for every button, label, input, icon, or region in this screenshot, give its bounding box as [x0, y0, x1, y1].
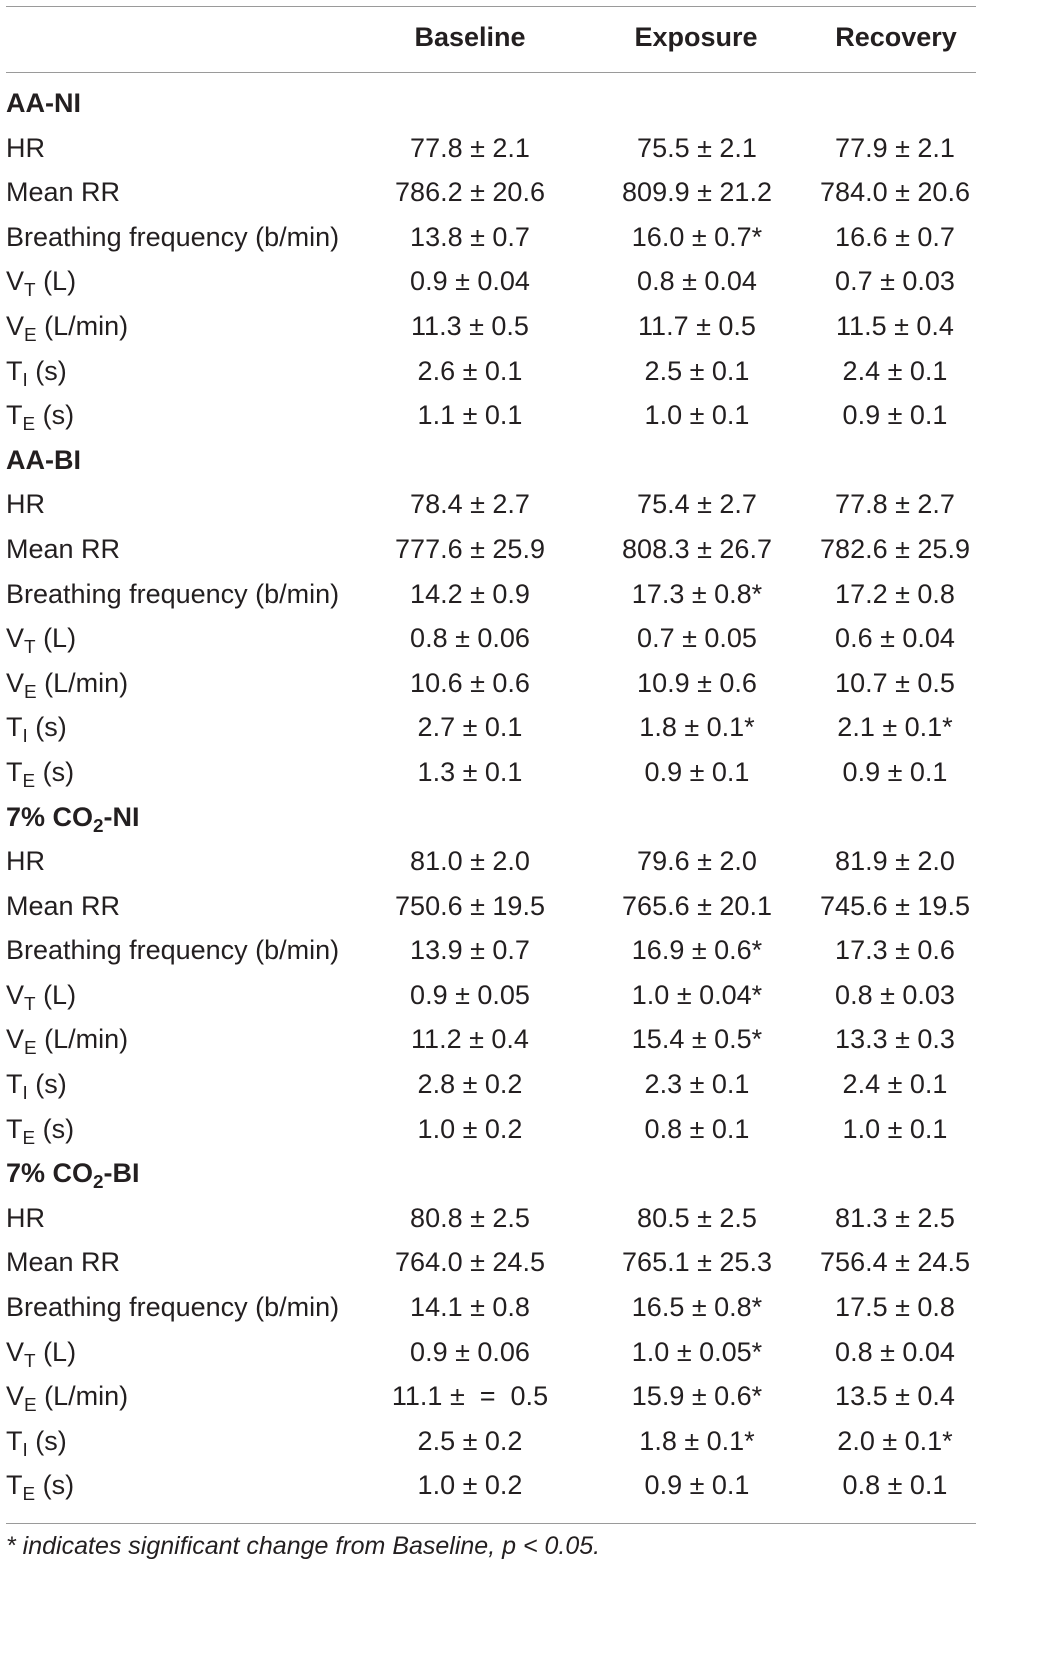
label-text: Mean RR: [6, 533, 121, 564]
recovery-cell: 13.3 ± 0.3: [835, 1024, 955, 1055]
table-row: [0, 573, 1040, 618]
exposure-cell: 809.9 ± 21.2: [622, 177, 772, 208]
label-text: HR: [6, 846, 45, 877]
table-row: [0, 1420, 1040, 1465]
table-row: [0, 1018, 1040, 1063]
recovery-cell: 16.6 ± 0.7: [835, 221, 955, 252]
label-suffix: (L): [35, 979, 77, 1010]
row-label: [6, 355, 67, 391]
recovery-cell: 0.8 ± 0.1: [842, 1470, 948, 1501]
label-text: V: [6, 1024, 25, 1055]
table-row: [0, 1286, 1040, 1331]
row-label: [6, 1470, 75, 1506]
label-text: AA-BI: [6, 444, 81, 475]
baseline-cell: 0.8 ± 0.06: [410, 623, 530, 654]
row-label: [6, 133, 45, 164]
recovery-cell: 784.0 ± 20.6: [820, 177, 970, 208]
row-label: [6, 667, 129, 703]
table-row: [0, 840, 1040, 885]
exposure-cell: 17.3 ± 0.8*: [631, 578, 763, 609]
label-suffix: (L/min): [36, 667, 129, 698]
row-label: [6, 1203, 45, 1234]
label-text: T: [6, 355, 23, 386]
row-label: [6, 1425, 67, 1461]
label-subscript: E: [24, 681, 37, 703]
label-subscript: E: [22, 414, 36, 436]
recovery-cell: 1.0 ± 0.1: [842, 1113, 948, 1144]
exposure-cell: 0.8 ± 0.04: [637, 266, 757, 297]
label-subscript: T: [24, 993, 36, 1015]
recovery-cell: 2.1 ± 0.1*: [837, 712, 953, 743]
exposure-cell: 2.5 ± 0.1: [644, 355, 750, 386]
baseline-cell: 10.6 ± 0.6: [410, 667, 530, 698]
table-row: [0, 216, 1040, 261]
baseline-cell: 0.9 ± 0.05: [410, 979, 530, 1010]
exposure-cell: 0.8 ± 0.1: [644, 1113, 750, 1144]
table-row: [0, 528, 1040, 573]
recovery-cell: 81.3 ± 2.5: [835, 1202, 955, 1233]
table-row: [0, 350, 1040, 395]
table-row: [0, 1197, 1040, 1242]
column-header-recovery: Recovery: [835, 22, 957, 52]
baseline-cell: 13.9 ± 0.7: [410, 935, 530, 966]
label-subscript: I: [22, 1439, 28, 1461]
label-text: Breathing frequency (b/min): [6, 221, 340, 252]
label-subscript: E: [24, 324, 37, 346]
label-suffix: -BI: [103, 1158, 140, 1189]
recovery-cell: 17.2 ± 0.8: [835, 578, 955, 609]
baseline-cell: 11.1 ± = 0.5: [391, 1381, 549, 1412]
recovery-cell: 0.9 ± 0.1: [842, 400, 948, 431]
table-body: [0, 82, 1040, 1509]
exposure-cell: 1.0 ± 0.04*: [631, 979, 763, 1010]
label-text: T: [6, 400, 23, 431]
label-subscript: I: [22, 726, 28, 748]
label-text: 7% CO: [6, 1158, 94, 1189]
label-text: 7% CO: [6, 801, 94, 832]
table-row: [0, 885, 1040, 930]
baseline-cell: 78.4 ± 2.7: [410, 489, 530, 520]
label-text: V: [6, 979, 25, 1010]
exposure-cell: 80.5 ± 2.5: [637, 1202, 757, 1233]
table-row: [0, 260, 1040, 305]
label-suffix: (L): [35, 1336, 77, 1367]
label-text: V: [6, 310, 25, 341]
label-text: V: [6, 1336, 25, 1367]
recovery-cell: 0.9 ± 0.1: [842, 756, 948, 787]
row-label: [6, 1069, 67, 1105]
label-text: T: [6, 1470, 23, 1501]
header-rule: [6, 72, 976, 73]
exposure-cell: 16.5 ± 0.8*: [631, 1292, 763, 1323]
exposure-cell: 0.9 ± 0.1: [644, 756, 750, 787]
label-text: Mean RR: [6, 177, 121, 208]
recovery-cell: 756.4 ± 24.5: [820, 1247, 970, 1278]
row-label: [6, 310, 129, 346]
label-suffix: (L): [35, 266, 77, 297]
recovery-cell: 11.5 ± 0.4: [836, 310, 954, 341]
column-header-baseline: Baseline: [414, 22, 526, 52]
row-label: [6, 579, 339, 610]
row-label: [6, 1381, 129, 1417]
baseline-cell: 14.1 ± 0.8: [410, 1292, 530, 1323]
baseline-cell: 0.9 ± 0.04: [410, 266, 530, 297]
baseline-cell: 1.0 ± 0.2: [417, 1113, 523, 1144]
recovery-cell: 77.8 ± 2.7: [835, 489, 955, 520]
exposure-cell: 15.9 ± 0.6*: [631, 1381, 763, 1412]
exposure-cell: 765.6 ± 20.1: [622, 890, 772, 921]
row-label: [6, 1113, 75, 1149]
label-text: AA-NI: [6, 88, 81, 118]
table-row: [0, 1464, 1040, 1509]
exposure-cell: 10.9 ± 0.6: [637, 667, 757, 698]
baseline-cell: 2.6 ± 0.1: [417, 355, 523, 386]
row-label: [6, 756, 75, 792]
row-label: [6, 846, 45, 877]
baseline-cell: 11.2 ± 0.4: [411, 1024, 529, 1055]
label-text: HR: [6, 132, 45, 163]
baseline-cell: 13.8 ± 0.7: [410, 221, 530, 252]
row-label: [6, 489, 45, 520]
label-text: Breathing frequency (b/min): [6, 1292, 340, 1323]
section-label: [6, 445, 81, 476]
label-subscript: I: [22, 369, 28, 391]
label-suffix: -NI: [103, 801, 140, 832]
section-header-row: [0, 82, 1040, 127]
table-row: [0, 929, 1040, 974]
table-row: [0, 706, 1040, 751]
row-label: [6, 891, 120, 922]
label-text: HR: [6, 489, 45, 520]
label-suffix: (L/min): [36, 310, 129, 341]
table-row: [0, 617, 1040, 662]
label-text: V: [6, 667, 25, 698]
table-row: [0, 127, 1040, 172]
baseline-cell: 81.0 ± 2.0: [410, 846, 530, 877]
label-text: Mean RR: [6, 890, 121, 921]
label-suffix: (s): [35, 400, 75, 431]
label-suffix: (s): [27, 712, 67, 743]
row-label: [6, 222, 339, 253]
table-row: [0, 1108, 1040, 1153]
label-subscript: T: [24, 1350, 36, 1372]
row-label: [6, 177, 120, 208]
exposure-cell: 11.7 ± 0.5: [638, 310, 756, 341]
recovery-cell: 0.8 ± 0.04: [835, 1336, 955, 1367]
label-subscript: E: [22, 770, 36, 792]
section-header-row: [0, 439, 1040, 484]
recovery-cell: 77.9 ± 2.1: [835, 132, 955, 163]
label-text: V: [6, 623, 25, 654]
recovery-cell: 782.6 ± 25.9: [820, 533, 970, 564]
row-label: [6, 534, 120, 565]
exposure-cell: 0.9 ± 0.1: [644, 1470, 750, 1501]
table-row: [0, 171, 1040, 216]
exposure-cell: 16.9 ± 0.6*: [631, 935, 763, 966]
label-suffix: (s): [27, 1425, 67, 1456]
exposure-cell: 1.8 ± 0.1*: [639, 1425, 755, 1456]
label-text: V: [6, 266, 25, 297]
label-suffix: (s): [27, 355, 67, 386]
section-label: [6, 801, 140, 837]
label-subscript: E: [24, 1395, 37, 1417]
row-label: [6, 979, 77, 1015]
baseline-cell: 786.2 ± 20.6: [395, 177, 545, 208]
label-subscript: E: [24, 1038, 37, 1060]
label-suffix: (s): [35, 1113, 75, 1144]
exposure-cell: 1.8 ± 0.1*: [639, 712, 755, 743]
recovery-cell: 0.7 ± 0.03: [835, 266, 955, 297]
baseline-cell: 1.3 ± 0.1: [417, 756, 523, 787]
baseline-cell: 80.8 ± 2.5: [410, 1202, 530, 1233]
recovery-cell: 0.8 ± 0.03: [835, 979, 955, 1010]
table-row: [0, 751, 1040, 796]
exposure-cell: 16.0 ± 0.7*: [631, 221, 763, 252]
exposure-cell: 765.1 ± 25.3: [622, 1247, 772, 1278]
row-label: [6, 935, 339, 966]
section-label: [6, 88, 81, 119]
label-text: T: [6, 1069, 23, 1100]
row-label: [6, 1024, 129, 1060]
baseline-cell: 2.7 ± 0.1: [417, 712, 523, 743]
baseline-cell: 0.9 ± 0.06: [410, 1336, 530, 1367]
label-text: T: [6, 1113, 23, 1144]
table-row: [0, 483, 1040, 528]
exposure-cell: 808.3 ± 26.7: [622, 533, 772, 564]
label-text: T: [6, 1425, 23, 1456]
baseline-cell: 77.8 ± 2.1: [410, 132, 530, 163]
label-text: Mean RR: [6, 1247, 121, 1278]
recovery-cell: 2.0 ± 0.1*: [837, 1425, 953, 1456]
label-subscript: I: [22, 1083, 28, 1105]
exposure-cell: 75.4 ± 2.7: [637, 489, 757, 520]
recovery-cell: 17.5 ± 0.8: [835, 1292, 955, 1323]
table-row: [0, 974, 1040, 1019]
label-subscript: E: [22, 1127, 36, 1149]
table-row: [0, 1375, 1040, 1420]
recovery-cell: 10.7 ± 0.5: [835, 667, 955, 698]
label-suffix: (L/min): [36, 1024, 129, 1055]
label-subscript: 2: [93, 815, 104, 837]
section-header-row: [0, 796, 1040, 841]
recovery-cell: 17.3 ± 0.6: [835, 935, 955, 966]
section-label: [6, 1158, 140, 1194]
section-header-row: [0, 1152, 1040, 1197]
table-row: [0, 1241, 1040, 1286]
label-text: Breathing frequency (b/min): [6, 935, 340, 966]
exposure-cell: 79.6 ± 2.0: [637, 846, 757, 877]
label-text: HR: [6, 1202, 45, 1233]
exposure-cell: 1.0 ± 0.1: [644, 400, 750, 431]
baseline-cell: 2.8 ± 0.2: [417, 1069, 523, 1100]
table-row: [0, 1331, 1040, 1376]
baseline-cell: 11.3 ± 0.5: [411, 310, 529, 341]
label-suffix: (s): [35, 1470, 75, 1501]
baseline-cell: 1.0 ± 0.2: [417, 1470, 523, 1501]
baseline-cell: 764.0 ± 24.5: [395, 1247, 545, 1278]
table-row: [0, 662, 1040, 707]
row-label: [6, 1247, 120, 1278]
exposure-cell: 0.7 ± 0.05: [637, 623, 757, 654]
column-header-exposure: Exposure: [634, 22, 758, 52]
row-label: [6, 400, 75, 436]
label-suffix: (L/min): [36, 1381, 129, 1412]
row-label: [6, 623, 77, 659]
label-subscript: 2: [93, 1172, 104, 1194]
label-text: Breathing frequency (b/min): [6, 578, 340, 609]
label-subscript: T: [24, 637, 36, 659]
table-top-rule: [6, 6, 976, 7]
table-bottom-rule: [6, 1523, 976, 1524]
label-text: T: [6, 756, 23, 787]
label-suffix: (L): [35, 623, 77, 654]
label-text: V: [6, 1381, 25, 1412]
recovery-cell: 81.9 ± 2.0: [835, 846, 955, 877]
row-label: [6, 266, 77, 302]
table-row: [0, 394, 1040, 439]
exposure-cell: 75.5 ± 2.1: [637, 132, 757, 163]
baseline-cell: 777.6 ± 25.9: [395, 533, 545, 564]
baseline-cell: 14.2 ± 0.9: [410, 578, 530, 609]
label-subscript: T: [24, 280, 36, 302]
table-row: [0, 305, 1040, 350]
label-subscript: E: [22, 1484, 36, 1506]
row-label: [6, 1336, 77, 1372]
label-suffix: (s): [27, 1069, 67, 1100]
row-label: [6, 712, 67, 748]
table-footnote: * indicates significant change from Baseline, p < 0.05.: [6, 1532, 601, 1560]
exposure-cell: 1.0 ± 0.05*: [631, 1336, 763, 1367]
baseline-cell: 750.6 ± 19.5: [395, 890, 545, 921]
recovery-cell: 745.6 ± 19.5: [820, 890, 970, 921]
label-text: T: [6, 712, 23, 743]
recovery-cell: 2.4 ± 0.1: [842, 1069, 948, 1100]
baseline-cell: 2.5 ± 0.2: [417, 1425, 523, 1456]
label-suffix: (s): [35, 756, 75, 787]
baseline-cell: 1.1 ± 0.1: [417, 400, 523, 431]
recovery-cell: 2.4 ± 0.1: [842, 355, 948, 386]
recovery-cell: 0.6 ± 0.04: [835, 623, 955, 654]
exposure-cell: 15.4 ± 0.5*: [631, 1024, 763, 1055]
exposure-cell: 2.3 ± 0.1: [644, 1069, 750, 1100]
table-row: [0, 1063, 1040, 1108]
row-label: [6, 1292, 339, 1323]
recovery-cell: 13.5 ± 0.4: [835, 1381, 955, 1412]
